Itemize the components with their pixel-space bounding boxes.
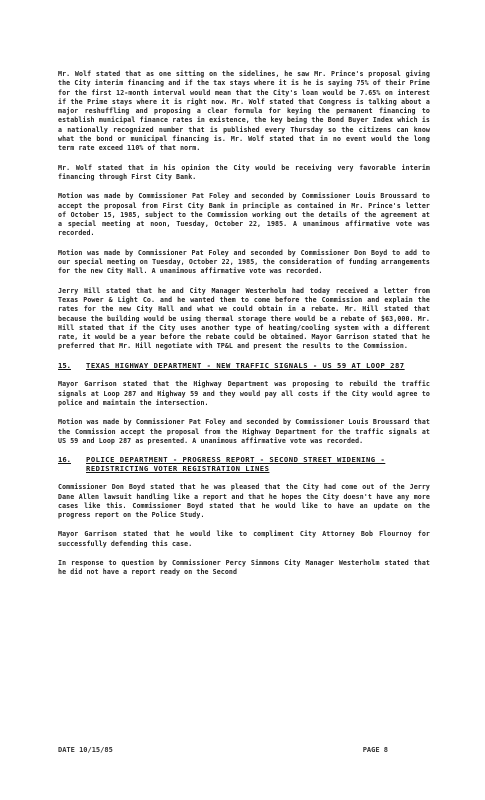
section-number: 15. [58,360,71,370]
paragraph: Mayor Garrison stated that he would like to compliment City Attorney Bob Flournoy for successfully defending this case. [58,530,430,548]
paragraph: Motion was made by Commissioner Pat Foley and seconded by Commissioner Don Boyd to add to our special meeting on Tuesday, October 22, 1985, the consideration of funding arrangements for the new City Hall. A unanimous affirmative vote was recorded. [58,248,430,276]
paragraph: Jerry Hill stated that he and City Manager Westerholm had today received a letter from Texas Power & Light Co. and he wanted them to come before the Commission and explain the rates for the new City Hall and what we could obtain in a rebate. Mr. Hill stated that because the building would be using thermal storage there would be a rebate of $63,000. Mr. Hill stated that if the City uses another type of heating/cooling system with a different rate, it would be a year before the rebate could be obtained. Mayor Garrison stated that he preferred that Mr. Hill negotiate with TP&L and present the results to the Commission. [58,286,430,351]
section-heading-16 [58,456,430,473]
footer-date: DATE 10/15/85 [58,746,113,754]
paragraph: Motion was made by Commissioner Pat Foley and seconded by Commissioner Louis Broussard that the Commission accept the proposal from the Highway Department for the traffic signals at US 59 and Loop 287 as presented. A unanimous affirmative vote was recorded. [58,418,430,445]
paragraph: Mr. Wolf stated that as one sitting on the sidelines, he saw Mr. Prince's proposal giving the City interim financing and if the tax stays where it is he is saying 75% of their Prime for the first 12-month interval would mean that the City's loan would be 7.65% on interest if the Prime stays where it is right now. Mr. Wolf stated that Congress is talking about a major reshuffling and proposing a clear formula for keying the permanent financing to establish municipal finance rates in existence, the key being the Bond Buyer Index which is a nationally recognized number that is published every Thursday so the citizens can know what the bond or municipal financing is. Mr. Wolf stated that in no event would the long term rate exceed 110% of that norm. [58,70,430,153]
section-heading-15 [58,362,430,371]
footer-page-number: PAGE 8 [362,746,388,754]
paragraph: In response to question by Commissioner Percy Simmons City Manager Westerholm stated that he did not have a report ready on the Second [58,559,430,577]
paragraph: Mayor Garrison stated that the Highway Department was proposing to rebuild the traffic signals at Loop 287 and Highway 59 and they would pay all costs if the City would agree to police and maintain the intersection. [58,380,430,407]
paragraph: Mr. Wolf stated that in his opinion the City would be receiving very favorable interim financing through First City Bank. [58,163,430,181]
section-number: 16. [58,455,71,465]
section-title: POLICE DEPARTMENT - PROGRESS REPORT - SECOND STREET WIDENING - REDISTRICTING VOTER REGISTRATION LINES [86,455,386,473]
page-footer [58,746,388,754]
section-title: TEXAS HIGHWAY DEPARTMENT - NEW TRAFFIC SIGNALS - US 59 AT LOOP 287 [86,360,405,370]
document-body [58,70,430,588]
paragraph: Commissioner Don Boyd stated that he was pleased that the City had come out of the Jerry Dane Allen lawsuit handling like a report and that he hopes the City doesn't have any more cases like this. Commissioner Boyd stated that he would like to have an update on the progress report on the Police Study. [58,483,430,520]
paragraph: Motion was made by Commissioner Pat Foley and seconded by Commissioner Louis Broussard to accept the proposal from First City Bank in principle as contained in Mr. Prince's letter of October 15, 1985, subject to the Commission working out the details of the agreement at a special meeting at noon, Tuesday, October 22, 1985. A unanimous affirmative vote was recorded. [58,192,430,238]
